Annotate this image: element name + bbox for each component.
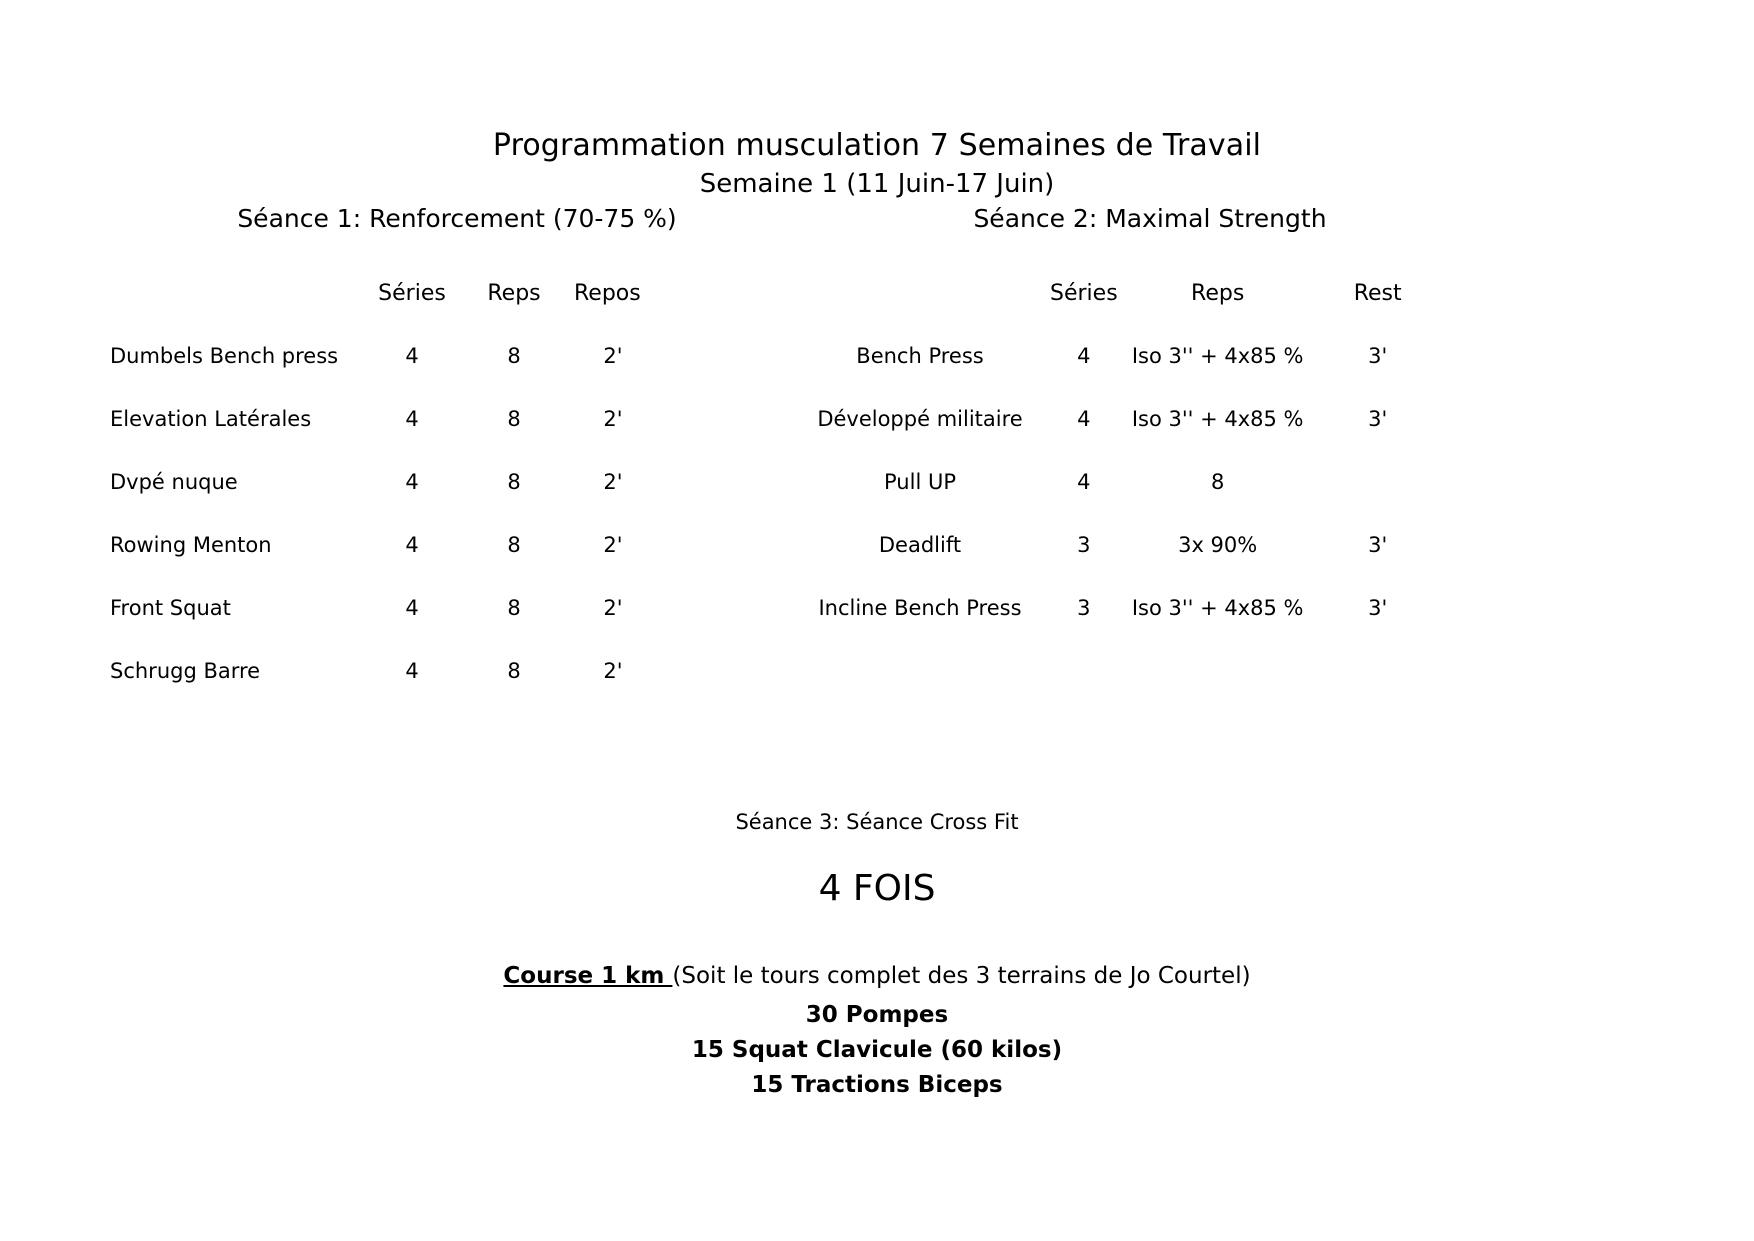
cell-series: 4 — [405, 532, 419, 557]
cell-exercise: Elevation Latérales — [110, 406, 312, 431]
col-exercise — [790, 262, 1050, 324]
session-3-heading: Séance 3: Séance Cross Fit — [735, 810, 1019, 834]
cell-reps: 8 — [507, 595, 521, 620]
cell-exercise: Rowing Menton — [110, 532, 272, 557]
session-1-table — [104, 262, 662, 702]
session-3-items — [0, 998, 1754, 1103]
cell-reps: 8 — [507, 532, 521, 557]
cell-rest: 2' — [603, 469, 623, 494]
cell-rest: 3' — [1368, 532, 1388, 557]
cell-rest: 2' — [603, 532, 623, 557]
session-2-heading: Séance 2: Maximal Strength — [973, 204, 1327, 233]
list-item: 15 Squat Clavicule (60 kilos) — [691, 1036, 1063, 1063]
table-row — [790, 387, 1438, 450]
cell-exercise: Développé militaire — [817, 406, 1023, 431]
col-rest: Rest — [1353, 280, 1402, 306]
cell-rest: 3' — [1368, 343, 1388, 368]
page-title: Programmation musculation 7 Semaines de Travail — [492, 128, 1262, 163]
table-row — [790, 450, 1438, 513]
session-1-heading: Séance 1: Renforcement (70-75 %) — [237, 204, 677, 233]
cell-reps: 8 — [507, 343, 521, 368]
table-row — [790, 324, 1438, 387]
cell-reps: Iso 3'' + 4x85 % — [1131, 343, 1304, 368]
cell-exercise: Dumbels Bench press — [110, 343, 339, 368]
cell-reps: 8 — [507, 658, 521, 683]
col-series: Séries — [378, 280, 446, 306]
col-reps: Reps — [1191, 280, 1245, 306]
session-3-run-line — [0, 963, 1754, 989]
col-exercise — [104, 262, 360, 324]
col-series: Séries — [1050, 280, 1118, 306]
cell-rest: 2' — [603, 406, 623, 431]
session-3-run-label: Course 1 km — [503, 963, 673, 989]
cell-series: 4 — [405, 406, 419, 431]
cell-rest: 3' — [1368, 406, 1388, 431]
cell-rest: 2' — [603, 343, 623, 368]
session-3-run-note: (Soit le tours complet des 3 terrains de Jo Courtel) — [672, 963, 1251, 989]
table-row — [104, 387, 662, 450]
cell-exercise: Incline Bench Press — [818, 595, 1022, 620]
cell-reps: Iso 3'' + 4x85 % — [1131, 406, 1304, 431]
cell-series: 4 — [405, 469, 419, 494]
cell-rest: 3' — [1368, 595, 1388, 620]
cell-series: 3 — [1077, 532, 1091, 557]
table-row — [104, 450, 662, 513]
list-item: 15 Tractions Biceps — [751, 1071, 1003, 1098]
cell-reps: Iso 3'' + 4x85 % — [1131, 595, 1304, 620]
cell-rest: 2' — [603, 595, 623, 620]
cell-exercise: Pull UP — [884, 469, 956, 494]
cell-exercise: Schrugg Barre — [110, 658, 261, 683]
table-row — [104, 324, 662, 387]
cell-series: 4 — [405, 658, 419, 683]
table-row — [104, 576, 662, 639]
table-header-row — [790, 262, 1438, 324]
list-item: 30 Pompes — [805, 1002, 949, 1028]
cell-series: 4 — [1077, 469, 1091, 494]
table-row — [790, 576, 1438, 639]
cell-series: 4 — [1077, 343, 1091, 368]
cell-reps: 8 — [1210, 469, 1225, 494]
table-row — [104, 513, 662, 576]
cell-exercise: Deadlift — [878, 532, 962, 557]
table-row — [104, 639, 662, 702]
col-rest: Repos — [574, 280, 641, 306]
cell-reps: 8 — [507, 469, 521, 494]
cell-reps: 8 — [507, 406, 521, 431]
table-row — [790, 513, 1438, 576]
cell-series: 4 — [405, 343, 419, 368]
session-2-table — [790, 262, 1438, 639]
page-subtitle: Semaine 1 (11 Juin-17 Juin) — [699, 169, 1055, 199]
table-header-row — [104, 262, 662, 324]
cell-exercise: Bench Press — [856, 343, 984, 368]
cell-series: 4 — [405, 595, 419, 620]
cell-series: 4 — [1077, 406, 1091, 431]
col-reps: Reps — [487, 280, 541, 306]
cell-exercise: Front Squat — [110, 595, 231, 620]
session-3-rounds: 4 FOIS — [818, 868, 936, 909]
cell-rest — [1318, 450, 1438, 513]
cell-series: 3 — [1077, 595, 1091, 620]
cell-reps: 3x 90% — [1178, 532, 1258, 557]
cell-exercise: Dvpé nuque — [110, 469, 238, 494]
cell-rest: 2' — [603, 658, 623, 683]
